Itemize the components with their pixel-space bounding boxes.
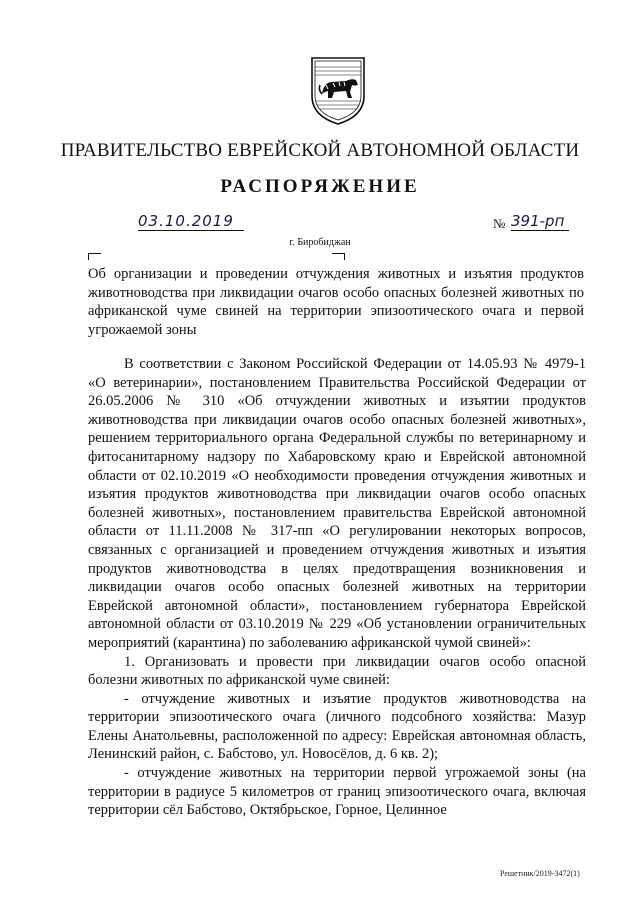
city-label: г. Биробиджан bbox=[289, 237, 351, 248]
document-body bbox=[88, 355, 586, 820]
document-type: РАСПОРЯЖЕНИЕ bbox=[220, 176, 420, 197]
coat-of-arms-tiger-icon bbox=[306, 52, 370, 128]
document-number-field bbox=[493, 212, 573, 232]
footer-code: Решетник/2019-3472(1) bbox=[500, 869, 580, 878]
body-preamble: В соответствии с Законом Российской Федерации от 14.05.93 № 4979-1 «О ветеринарии», постановлением Правительства Российской Федерации от 26.05.2006 № 310 «Об отчуждении животных и изъятии продуктов животноводства при ликвидации очагов особо опасных болезней животных», решением территориального органа Федеральной службы по ветеринарному и фитосанитарному надзору по Хабаровскому краю и Еврейской автономной области от 02.10.2019 «О необходимости проведения отчуждения животных и изъятия продуктов животноводства при ликвидации очагов особо опасных болезней животных», постановлением правительства Еврейской автономной области от 11.11.2008 № 317-пп «О регулировании некоторых вопросов, связанных с организацией и проведением отчуждения животных и изъятия продуктов животноводства в целях предотвращения возникновения и ликвидации очагов особо опасных болезней животных на территории Еврейской автономной области», постановлением губернатора Еврейской автономной области от 03.10.2019 № 229 «Об установлении ограничительных мероприятий (карантина) по заболеванию африканской чумой свиней»: bbox=[88, 356, 586, 651]
body-item-1-a: - отчуждение животных и изъятие продуктов животноводства на территории эпизоотического очага (личного подсобного хозяйства: Мазур Елены Анатольевны, расположенной по адресу: Еврейская автономная область, Ленинский район, с. Бабстово, ул. Новосёлов, д. 6 кв. 2); bbox=[88, 690, 586, 763]
document-subject: Об организации и проведении отчуждения животных и изъятия продуктов животноводства при ликвидации очагов особо опасных болезней животных по африканской чуме свиней на территории эпизоотического очага и первой угрожаемой зоны bbox=[88, 266, 584, 338]
body-item-1-b: - отчуждение животных на территории первой угрожаемой зоны (на территории в радиусе 5 километров от границ эпизоотического очага, включая территории сёл Бабстово, Октябрьское, Горное, Целинное bbox=[88, 765, 586, 819]
body-item-1: 1. Организовать и провести при ликвидации очагов особо опасной болезни животных по африканской чуме свиней: bbox=[88, 653, 586, 689]
subject-bracket-left bbox=[88, 253, 101, 260]
document-number: 391-рп bbox=[511, 212, 569, 231]
document-date: 03.10.2019 bbox=[138, 212, 244, 231]
government-title: ПРАВИТЕЛЬСТВО ЕВРЕЙСКОЙ АВТОНОМНОЙ ОБЛАСТИ bbox=[60, 140, 580, 161]
number-sign: № bbox=[493, 216, 506, 231]
subject-bracket-right bbox=[332, 253, 345, 260]
